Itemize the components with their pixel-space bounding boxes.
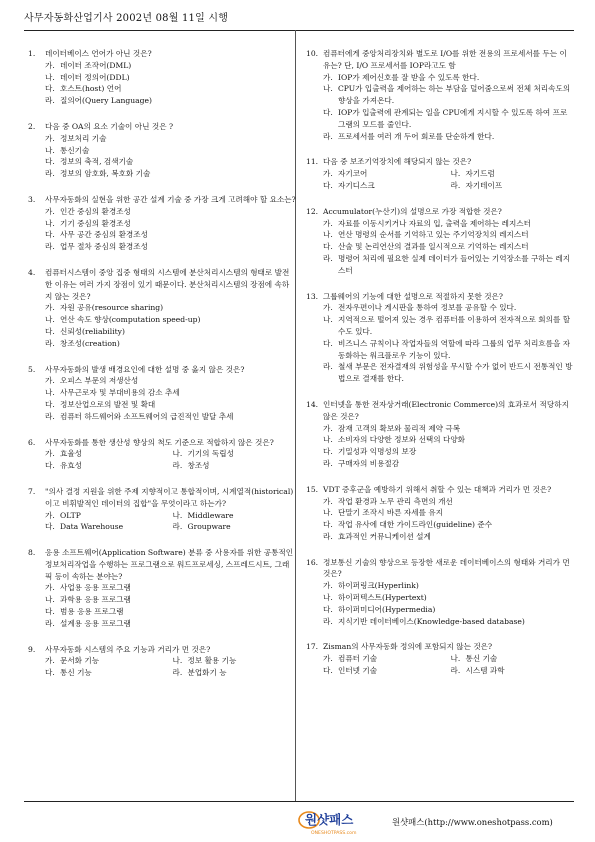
answer-option xyxy=(323,580,574,592)
answer-option xyxy=(323,180,447,192)
question-stem xyxy=(28,547,296,582)
question-stem xyxy=(28,364,296,376)
question-text: 사무자동화의 실현을 위한 공간 설계 기술 중 가장 크게 고려해야 할 요소는? xyxy=(45,194,296,204)
answer-option xyxy=(45,521,169,533)
option-text: 연산 명령의 순서를 기억하고 있는 주기억장치의 레지스터 xyxy=(338,230,529,240)
question-block xyxy=(28,547,296,630)
question-text: 사무자동화의 발생 배경요인에 대한 설명 중 옳지 않은 것은? xyxy=(45,364,245,374)
option-text: 전자우편이나 게시판을 통하여 정보를 공유할 수 있다. xyxy=(338,303,517,313)
question-block xyxy=(306,206,574,277)
answer-option xyxy=(323,72,574,84)
answer-options xyxy=(45,133,296,180)
footer-site-text: 원샷패스(http://www.oneshotpass.com) xyxy=(392,817,553,827)
answer-option xyxy=(323,665,447,677)
option-label: 나. xyxy=(45,72,55,82)
option-text: 지역적으로 떨어져 있는 경우 컴퓨터를 이용하여 전자적으로 회의를 할 수도 있다. xyxy=(338,315,571,336)
question-number: 6. xyxy=(28,437,36,447)
question-block xyxy=(28,48,296,107)
option-label: 다. xyxy=(45,668,55,678)
question-text: 다음 중 OA의 요소 기술이 아닌 것은 ? xyxy=(45,121,174,131)
option-text: 데이터 정의어(DDL) xyxy=(60,72,130,82)
answer-option xyxy=(323,604,574,616)
question-text: "의사 결정 지원을 위한 주제 지향적이고 통합적이며, 시계열적(historical)이고 비휘발적인 데이터의 집합"을 무엇이라고 하는가? xyxy=(45,486,294,508)
option-label: 다. xyxy=(323,520,333,530)
option-label: 라. xyxy=(323,531,333,541)
option-text: 산술 및 논리연산의 결과를 일시적으로 기억하는 레지스터 xyxy=(338,242,529,252)
option-text: 작업 유사에 대한 가이드라인(guideline) 준수 xyxy=(338,520,493,530)
option-text: 범용 응용 프로그램 xyxy=(60,607,124,617)
question-stem xyxy=(306,206,574,218)
question-text: VDT 증후군을 예방하기 위해서 취할 수 있는 대책과 거리가 먼 것은? xyxy=(323,484,552,494)
option-text: 오피스 부문의 저생산성 xyxy=(60,376,139,386)
answer-option xyxy=(45,314,296,326)
option-label: 나. xyxy=(172,656,183,666)
option-text: CPU가 입출력을 제어하는 하는 부담을 덜어줌으로써 전체 처리속도의 향상을 가져온다. xyxy=(338,84,571,106)
answer-option xyxy=(45,95,296,107)
option-text: 자기코어 xyxy=(338,169,368,179)
answer-options xyxy=(45,448,296,472)
option-text: 철새 부문은 전자결재의 위험성을 무시할 수가 없어 반드시 전통적인 방법으로 결재를 한다. xyxy=(338,362,573,384)
answer-option xyxy=(323,496,574,508)
option-label: 다. xyxy=(45,607,55,617)
answer-option xyxy=(173,655,297,667)
option-text: 문서화 기능 xyxy=(60,656,100,666)
answer-option xyxy=(45,655,169,667)
answer-option xyxy=(173,460,297,472)
option-label: 나. xyxy=(323,84,333,94)
question-stem xyxy=(28,121,296,133)
option-label: 나. xyxy=(323,593,333,603)
question-text: 그룹웨어의 기능에 대한 설명으로 적절하지 못한 것은? xyxy=(323,291,503,301)
option-label: 가. xyxy=(45,303,55,313)
answer-options xyxy=(45,510,296,534)
option-label: 가. xyxy=(45,60,55,70)
question-number: 15. xyxy=(306,484,319,494)
option-label: 가. xyxy=(45,656,55,666)
question-stem xyxy=(306,399,574,423)
option-text: 명령어 처리에 필요한 실제 데이터가 들어있는 기억장소를 구하는 레지스터 xyxy=(338,253,571,275)
option-label: 다. xyxy=(323,447,333,457)
option-label: 가. xyxy=(323,654,333,664)
option-label: 다. xyxy=(45,522,55,532)
question-text: 사무자동화 시스템의 주요 기능과 거리가 먼 것은? xyxy=(45,644,211,654)
answer-options xyxy=(323,72,574,143)
question-stem xyxy=(306,557,574,581)
option-label: 가. xyxy=(45,583,55,593)
option-label: 나. xyxy=(323,230,333,240)
option-text: 하이퍼미디어(Hypermedia) xyxy=(338,604,436,614)
option-text: 시스템 과학 xyxy=(465,666,505,676)
answer-options xyxy=(45,206,296,253)
question-text: 정보통신 기술의 향상으로 등장한 새로운 데이터베이스의 형태와 거리가 먼 것은? xyxy=(323,557,570,579)
answer-option xyxy=(323,107,574,131)
question-block xyxy=(306,291,574,385)
answer-option xyxy=(45,399,296,411)
option-label: 가. xyxy=(45,133,55,143)
option-label: 나. xyxy=(323,435,333,445)
option-label: 다. xyxy=(323,107,333,117)
option-label: 나. xyxy=(45,388,55,398)
question-number: 14. xyxy=(306,399,319,409)
question-block xyxy=(28,364,296,423)
answer-option xyxy=(323,241,574,253)
answer-options xyxy=(323,423,574,470)
question-stem xyxy=(28,48,296,60)
answer-option xyxy=(173,667,297,679)
option-label: 나. xyxy=(45,145,55,155)
answer-option xyxy=(45,60,296,72)
option-label: 라. xyxy=(450,666,461,676)
option-label: 라. xyxy=(323,253,333,263)
option-text: 업무 절차 중심의 환경조성 xyxy=(60,242,148,252)
option-text: 컴퓨터 기술 xyxy=(338,654,378,664)
question-text: 데이터베이스 언어가 아닌 것은? xyxy=(45,49,152,58)
answer-option xyxy=(323,168,447,180)
option-label: 라. xyxy=(172,461,183,471)
option-text: 컴퓨터 하드웨어와 소프트웨어의 급진적인 발달 추세 xyxy=(60,411,234,421)
question-stem xyxy=(28,267,296,302)
option-label: 나. xyxy=(323,315,333,325)
option-text: 정보산업으로의 발전 및 확대 xyxy=(60,399,156,409)
answer-option xyxy=(323,531,574,543)
option-label: 라. xyxy=(323,362,333,372)
answer-option xyxy=(173,521,297,533)
option-label: 다. xyxy=(45,461,55,471)
option-label: 라. xyxy=(45,338,55,348)
question-number: 13. xyxy=(306,291,319,301)
option-text: 호스트(host) 언어 xyxy=(60,84,122,94)
option-label: 라. xyxy=(45,96,55,106)
answer-option xyxy=(323,302,574,314)
option-text: 자원 공유(resource sharing) xyxy=(60,303,164,313)
option-label: 라. xyxy=(172,522,183,532)
question-block xyxy=(28,644,296,679)
question-number: 8. xyxy=(28,548,36,558)
option-text: 자료를 이동시키거나 자료의 입, 출력을 제어하는 레지스터 xyxy=(338,218,531,228)
question-block xyxy=(306,156,574,191)
answer-option xyxy=(45,168,296,180)
question-stem xyxy=(28,486,296,510)
answer-option xyxy=(45,156,296,168)
option-text: 정보의 축적, 검색기술 xyxy=(60,157,134,167)
question-block xyxy=(306,484,574,543)
answer-options xyxy=(45,302,296,349)
option-label: 다. xyxy=(45,230,55,240)
option-label: 나. xyxy=(172,510,183,520)
answer-options xyxy=(323,218,574,277)
question-stem xyxy=(306,156,574,168)
option-label: 라. xyxy=(45,242,55,252)
option-text: 유효성 xyxy=(60,461,83,471)
answer-option xyxy=(323,507,574,519)
answer-option xyxy=(173,448,297,460)
question-block xyxy=(28,486,296,533)
option-text: 사무근로자 및 부대비용의 감소 추세 xyxy=(60,388,180,398)
question-block xyxy=(306,48,574,142)
option-text: 소비자의 다양한 정보와 선택의 다양화 xyxy=(338,435,466,445)
question-number: 4. xyxy=(28,267,36,277)
question-text: 인터넷을 통한 전자상거래(Electronic Commerce)의 효과로서 적당하지 않은 것은? xyxy=(323,399,569,421)
option-text: 분업화기 능 xyxy=(187,668,227,678)
option-text: 인간 중심의 환경조성 xyxy=(60,206,131,216)
question-stem xyxy=(306,484,574,496)
answer-option xyxy=(45,206,296,218)
answer-option xyxy=(323,314,574,338)
question-stem xyxy=(306,291,574,303)
question-number: 3. xyxy=(28,194,36,204)
question-block xyxy=(306,399,574,470)
answer-option xyxy=(45,145,296,157)
answer-option xyxy=(323,434,574,446)
page-title: 사무자동화산업기사 2002년 08월 11일 시행 xyxy=(24,13,229,24)
option-label: 가. xyxy=(45,510,55,520)
answer-option xyxy=(323,458,574,470)
option-text: 통신 기능 xyxy=(60,668,92,678)
answer-option xyxy=(45,594,296,606)
option-label: 가. xyxy=(323,218,333,228)
question-text: 컴퓨터에게 중앙처리장치와 별도로 I/O를 위한 전용의 프로세서를 두는 이유는? 단, I/O 프로세서를 IOP라고도 함 xyxy=(323,49,567,70)
option-text: 통신 기술 xyxy=(465,654,498,664)
answer-option xyxy=(45,582,296,594)
option-text: 정보처리 기술 xyxy=(60,133,107,143)
option-label: 나. xyxy=(323,508,333,518)
answer-option xyxy=(323,653,447,665)
answer-option xyxy=(45,338,296,350)
answer-option xyxy=(45,133,296,145)
answer-options xyxy=(45,582,296,629)
answer-option xyxy=(45,229,296,241)
option-label: 나. xyxy=(45,218,55,228)
question-block xyxy=(28,267,296,350)
option-label: 나. xyxy=(172,449,183,459)
option-text: 구매자의 비용절감 xyxy=(338,458,400,468)
option-label: 라. xyxy=(45,169,55,179)
question-number: 2. xyxy=(28,121,36,131)
option-text: 창조성 xyxy=(187,461,210,471)
option-text: 자기디스크 xyxy=(338,180,375,190)
option-label: 다. xyxy=(323,338,333,348)
answer-option xyxy=(45,387,296,399)
answer-option xyxy=(323,253,574,277)
answer-option xyxy=(323,616,574,628)
option-text: 하이퍼링크(Hyperlink) xyxy=(338,581,419,591)
question-stem xyxy=(28,194,296,206)
option-label: 라. xyxy=(45,618,55,628)
option-label: 라. xyxy=(172,668,183,678)
answer-option xyxy=(323,423,574,435)
question-number: 5. xyxy=(28,364,36,374)
option-text: 설계용 응용 프로그램 xyxy=(60,618,131,628)
option-text: 사업용 응용 프로그램 xyxy=(60,583,131,593)
answer-option xyxy=(323,361,574,385)
answer-options xyxy=(323,496,574,543)
answer-option xyxy=(45,83,296,95)
question-text: 사무자동화를 통한 생산성 향상의 척도 기준으로 적합하지 않은 것은? xyxy=(45,437,274,447)
answer-option xyxy=(323,229,574,241)
option-label: 나. xyxy=(45,315,55,325)
question-text: Zisman의 사무자동화 정의에 포함되지 않는 것은? xyxy=(323,642,493,652)
answer-option xyxy=(45,241,296,253)
answer-option xyxy=(45,606,296,618)
question-block xyxy=(28,194,296,253)
option-label: 가. xyxy=(45,206,55,216)
option-text: 기밀성과 익명성의 보장 xyxy=(338,447,417,457)
option-text: 신뢰성(reliability) xyxy=(60,326,125,336)
option-label: 가. xyxy=(323,581,333,591)
option-text: Groupware xyxy=(187,522,231,532)
question-block xyxy=(306,641,574,676)
answer-option xyxy=(323,218,574,230)
option-label: 가. xyxy=(45,449,55,459)
option-text: 단말기 조작시 바른 자세를 유지 xyxy=(338,508,444,518)
option-text: 지식기반 데이터베이스(Knowledge-based database) xyxy=(338,616,525,626)
option-label: 다. xyxy=(323,604,333,614)
answer-options xyxy=(323,653,574,677)
option-text: 사무 공간 중심의 환경조성 xyxy=(60,230,148,240)
right-question-column xyxy=(306,48,574,691)
option-label: 다. xyxy=(323,242,333,252)
option-label: 가. xyxy=(323,169,333,179)
option-text: 통신기술 xyxy=(60,145,90,155)
option-text: 자기드럼 xyxy=(465,169,495,179)
option-label: 다. xyxy=(45,326,55,336)
option-label: 가. xyxy=(323,72,333,82)
question-stem xyxy=(28,437,296,449)
answer-options xyxy=(323,168,574,192)
option-label: 라. xyxy=(450,180,461,190)
option-label: 가. xyxy=(323,423,333,433)
answer-options xyxy=(323,580,574,627)
option-text: 하이퍼텍스트(Hypertext) xyxy=(338,593,427,603)
question-block xyxy=(28,121,296,180)
answer-option xyxy=(451,665,575,677)
option-label: 다. xyxy=(45,157,55,167)
question-text: 다음 중 보조기억장치에 해당되지 않는 것은? xyxy=(323,157,472,167)
option-text: 비즈니스 규칙이나 작업자들의 역할에 따라 그룹의 업무 처리흐름을 자동화하는 워크플로우 기능이 있다. xyxy=(338,338,571,360)
option-text: 작업 환경과 노무 관리 측면의 개선 xyxy=(338,496,453,506)
option-text: Data Warehouse xyxy=(60,522,124,532)
answer-options xyxy=(323,302,574,385)
footer-divider xyxy=(24,801,574,802)
answer-options xyxy=(45,375,296,422)
answer-option xyxy=(173,510,297,522)
question-number: 7. xyxy=(28,486,36,496)
left-question-column xyxy=(28,48,296,693)
question-number: 11. xyxy=(306,157,319,167)
question-block xyxy=(306,557,574,628)
answer-option xyxy=(45,326,296,338)
question-text: Accumulator(누산기)의 설명으로 가장 적합한 것은? xyxy=(323,206,502,216)
option-text: 인터넷 기술 xyxy=(338,666,378,676)
option-text: 잠재 고객의 확보와 물리적 제약 극복 xyxy=(338,423,461,433)
question-block xyxy=(28,437,296,472)
question-stem xyxy=(306,48,574,72)
answer-option xyxy=(45,302,296,314)
question-number: 10. xyxy=(306,49,319,58)
answer-option xyxy=(323,446,574,458)
option-label: 가. xyxy=(323,496,333,506)
option-label: 나. xyxy=(45,595,55,605)
question-stem xyxy=(306,641,574,653)
question-number: 16. xyxy=(306,557,319,567)
answer-option xyxy=(45,72,296,84)
option-label: 나. xyxy=(450,654,461,664)
answer-option xyxy=(45,618,296,630)
option-label: 나. xyxy=(450,169,461,179)
answer-option xyxy=(323,592,574,604)
option-text: 정보의 암호화, 복호화 기술 xyxy=(60,169,151,179)
option-label: 가. xyxy=(45,376,55,386)
option-text: 자기테이프 xyxy=(465,180,503,190)
option-label: 다. xyxy=(323,180,333,190)
oneshotpass-logo xyxy=(297,807,375,837)
answer-option xyxy=(323,338,574,362)
option-text: IOP가 입출력에 관계되는 일을 CPU에게 지시할 수 있도록 하여 프로그램의 모드를 줄인다. xyxy=(338,107,568,129)
option-text: 기기 중심의 환경조성 xyxy=(60,218,131,228)
answer-options xyxy=(45,60,296,107)
question-stem xyxy=(28,644,296,656)
option-label: 다. xyxy=(45,399,55,409)
question-text: 컴퓨터시스템이 중앙 집중 형태의 시스템에 분산처리시스템의 형태로 발전한 이유는 여러 가지 장점이 있기 때문이다. 분산처리시스템의 장점에 속하지 않는 것은? xyxy=(45,267,290,301)
logo-subtext: ONESHOTPASS.com xyxy=(311,831,357,836)
option-text: 과학용 응용 프로그램 xyxy=(60,595,131,605)
question-number: 17. xyxy=(306,642,319,652)
option-text: 데이터 조작어(DML) xyxy=(60,60,132,70)
answer-option xyxy=(451,168,575,180)
option-text: Middleware xyxy=(187,510,234,520)
answer-option xyxy=(451,180,575,192)
option-text: IOP가 제어신호를 잘 받을 수 있도록 한다. xyxy=(338,72,480,82)
answer-options xyxy=(45,655,296,679)
answer-option xyxy=(45,510,169,522)
option-label: 라. xyxy=(323,616,333,626)
question-number: 12. xyxy=(306,206,319,216)
answer-option xyxy=(45,411,296,423)
option-text: 기기의 독립성 xyxy=(187,449,234,459)
option-text: OLTP xyxy=(60,510,81,520)
answer-option xyxy=(451,653,575,665)
option-text: 정보 활용 기능 xyxy=(187,656,237,666)
option-text: 연산 속도 향상(computation speed-up) xyxy=(60,315,201,325)
header-divider xyxy=(24,30,574,31)
option-label: 라. xyxy=(323,131,333,141)
option-label: 다. xyxy=(45,84,55,94)
question-number: 1. xyxy=(28,49,36,58)
option-text: 효과적인 커뮤니케이션 설계 xyxy=(338,531,431,541)
answer-option xyxy=(45,218,296,230)
option-text: 프로세서를 여러 개 두어 회로를 단순하게 한다. xyxy=(338,131,495,141)
answer-option xyxy=(323,131,574,143)
answer-option xyxy=(45,448,169,460)
option-label: 가. xyxy=(323,303,333,313)
option-label: 라. xyxy=(45,411,55,421)
answer-option xyxy=(45,375,296,387)
answer-option xyxy=(323,83,574,107)
logo-wordmark: 원샷패스 xyxy=(305,812,354,827)
option-text: 질의어(Query Language) xyxy=(60,96,152,106)
question-number: 9. xyxy=(28,644,36,654)
option-label: 다. xyxy=(323,666,333,676)
question-text: 응용 소프트웨어(Application Software) 분류 중 사용자를 위한 공통적인 정보처리작업을 수행하는 프로그램으로 워드프로세싱, 스프레드시트, 그래픽 등이 속하는 분야는? xyxy=(45,548,294,581)
option-text: 창조성(creation) xyxy=(60,338,120,348)
answer-option xyxy=(45,667,169,679)
answer-option xyxy=(323,519,574,531)
option-label: 라. xyxy=(323,458,333,468)
answer-option xyxy=(45,460,169,472)
option-text: 효율성 xyxy=(60,449,83,459)
